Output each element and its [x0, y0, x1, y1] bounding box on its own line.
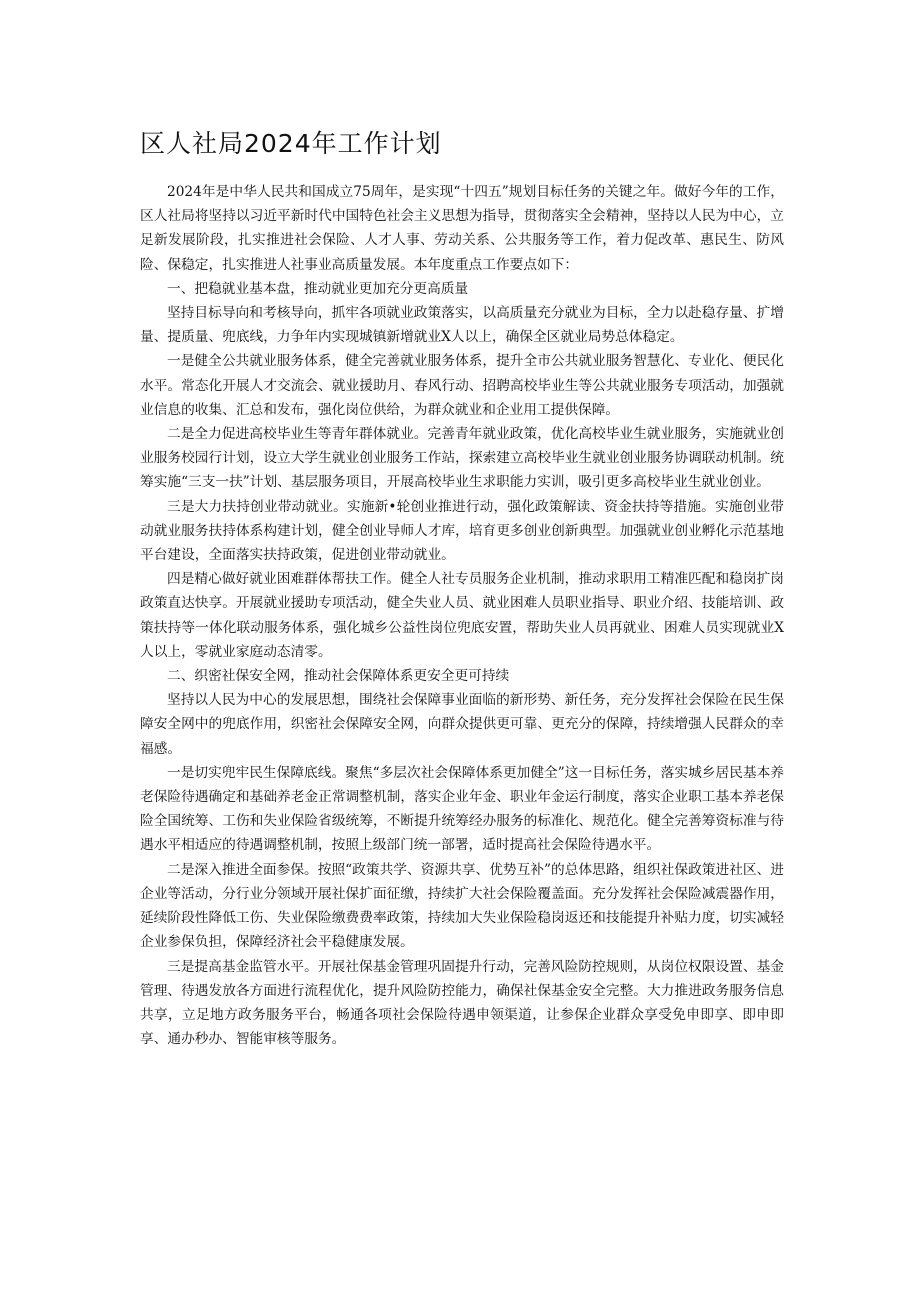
- intro-paragraph: 2024年是中华人民共和国成立75周年，是实现“十四五”规划目标任务的关键之年。做好今年的工作，区人社局将坚持以习近平新时代中国特色社会主义思想为指导，贯彻落实全会精神，坚持以人民为中心，立足新发展阶段，扎实推进社会保险、人才人事、劳动关系、公共服务等工作，着力促改革、惠民生、防风险、保稳定，扎实推进人社事业高质量发展。本年度重点工作要点如下：: [140, 184, 784, 273]
- section-heading-social-security: 二、织密社保安全网，推动社会保障体系更安全更可持续: [167, 668, 510, 685]
- employment-point-1: 一是健全公共就业服务体系，健全完善就业服务体系，提升全市公共就业服务智慧化、专业化、便民化水平。常态化开展人才交流会、就业援助月、春风行动、招聘高校毕业生等公共就业服务专项活动，加强就业信息的收集、汇总和发布，强化岗位供给，为群众就业和企业用工提供保障。: [140, 353, 784, 418]
- employment-point-4: 四是精心做好就业困难群体帮扶工作。健全人社专员服务企业机制，推动求职用工精准匹配和稳岗扩岗政策直达快享。开展就业援助专项活动，健全失业人员、就业困难人员职业指导、职业介绍、技能培训、政策扶持等一体化联动服务体系，强化城乡公益性岗位兜底安置，帮助失业人员再就业、困难人员实现就业X人以上，零就业家庭动态清零。: [140, 571, 784, 660]
- document-body: [140, 180, 784, 1051]
- document-title: 区人社局2024年工作计划: [140, 129, 442, 158]
- social-security-point-3: 三是提高基金监管水平。开展社保基金管理巩固提升行动，完善风险防控规则，从岗位权限设置、基金管理、待遇发放各方面进行流程优化，提升风险防控能力，确保社保基金安全完整。大力推进政务服务信息共享，立足地方政务服务平台，畅通各项社会保险待遇申领渠道，让参保企业群众享受免申即享、即申即享、通办秒办、智能审核等服务。: [140, 958, 784, 1048]
- social-security-point-1: 一是切实兜牢民生保障底线。聚焦“多层次社会保障体系更加健全”这一目标任务，落实城乡居民基本养老保险待遇确定和基础养老金正常调整机制，落实企业年金、职业年金运行制度，落实企业职工基本养老保险全国统筹、工伤和失业保险省级统筹，不断提升统筹经办服务的标准化、规范化。健全完善筹资标准与待遇水平相适应的待遇调整机制，按照上级部门统一部署，适时提高社会保险待遇水平。: [140, 764, 784, 854]
- section-heading-employment: 一、把稳就业基本盘，推动就业更加充分更高质量: [167, 280, 469, 297]
- section-intro-paragraph: 坚持目标导向和考核导向，抓牢各项就业政策落实，以高质量充分就业为目标，全力以赴稳存量、扩增量、提质量、兜底线，力争年内实现城镇新增就业X人以上，确保全区就业局势总体稳定。: [140, 305, 784, 346]
- employment-point-2: 二是全力促进高校毕业生等青年群体就业。完善青年就业政策，优化高校毕业生就业服务，实施就业创业服务校园行计划，设立大学生就业创业服务工作站，探索建立高校毕业生就业创业服务协调联动机制。统筹实施“三支一扶”计划、基层服务项目，开展高校毕业生求职能力实训，吸引更多高校毕业生就业创业。: [140, 426, 784, 491]
- section-intro-paragraph: 坚持以人民为中心的发展思想，围绕社会保障事业面临的新形势、新任务，充分发挥社会保险在民生保障安全网中的兜底作用，织密社会保障安全网，向群众提供更可靠、更充分的保障，持续增强人民群众的幸福感。: [140, 692, 784, 757]
- social-security-point-2: 二是深入推进全面参保。按照“政策共学、资源共享、优势互补”的总体思路，组织社保政策进社区、进企业等活动，分行业分领域开展社保扩面征缴，持续扩大社会保险覆盖面。充分发挥社会保险减震器作用，延续阶段性降低工伤、失业保险缴费费率政策，持续加大失业保险稳岗返还和技能提升补贴力度，切实减轻企业参保负担，保障经济社会平稳健康发展。: [140, 861, 784, 951]
- employment-point-3: 三是大力扶持创业带动就业。实施新•轮创业推进行动，强化政策解读、资金扶持等措施。实施创业带动就业服务扶持体系构建计划，健全创业导师人才库，培育更多创业创新典型。加强就业创业孵化示范基地平台建设，全面落实扶持政策，促进创业带动就业。: [140, 498, 784, 564]
